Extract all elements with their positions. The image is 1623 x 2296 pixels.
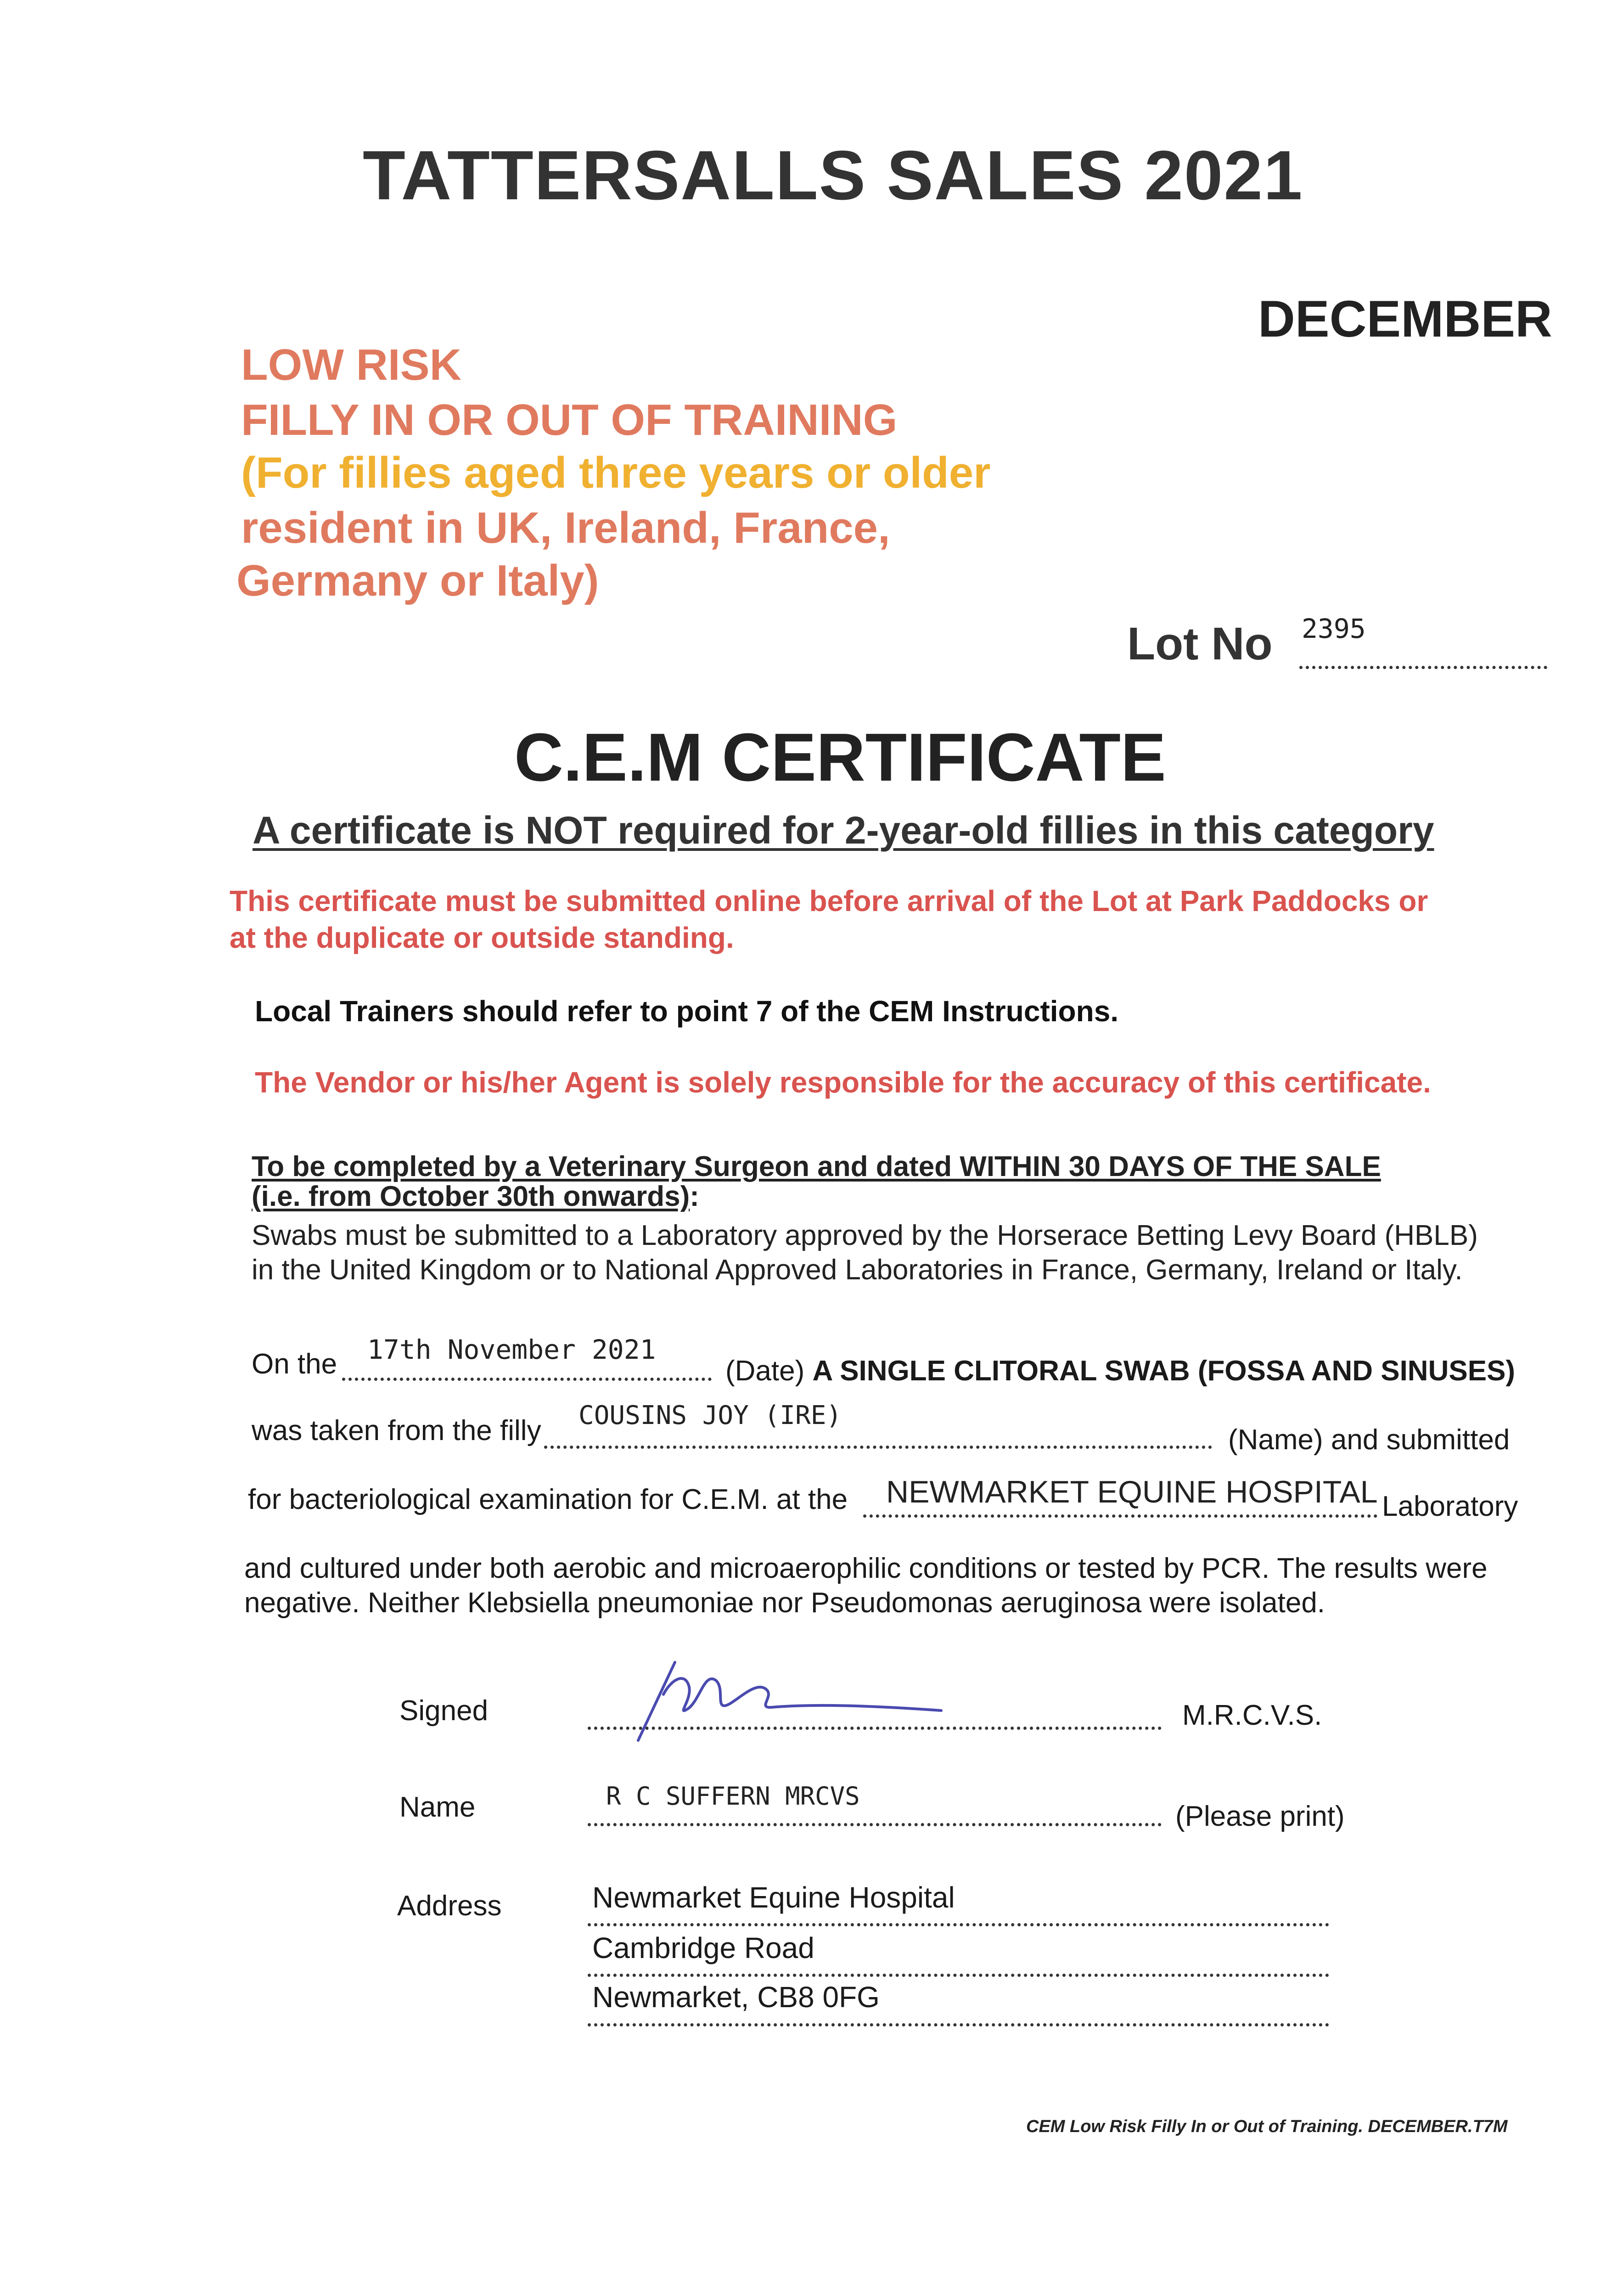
taken-from-label: was taken from the filly: [252, 1415, 541, 1446]
lot-number-value: 2395: [1302, 613, 1366, 644]
signature-image: [620, 1653, 950, 1745]
name-label: Name: [399, 1791, 476, 1823]
address-label: Address: [397, 1890, 502, 1922]
submit-notice-line-1: This certificate must be submitted online before arrival of the Lot at Park Paddocks or: [230, 884, 1428, 917]
results-line-1: and cultured under both aerobic and microaerophilic conditions or tested by PCR. The results were: [244, 1553, 1488, 1584]
lab-name-value[interactable]: NEWMARKET EQUINE HOSPITAL: [886, 1474, 1378, 1509]
results-line-2: negative. Neither Klebsiella pneumoniae nor Pseudomonas aeruginosa were isolated.: [244, 1587, 1325, 1619]
vendor-notice: The Vendor or his/her Agent is solely responsible for the accuracy of this certificate.: [255, 1066, 1431, 1099]
swab-text-line-2: in the United Kingdom or to National Approved Laboratories in France, Germany, Ireland or Italy.: [252, 1254, 1463, 1286]
lab-dotted-line: [863, 1511, 1377, 1518]
date-dotted-line: [342, 1374, 712, 1381]
address-line-2[interactable]: Cambridge Road: [592, 1931, 814, 1964]
address-dotted-line-1: [588, 1919, 1329, 1926]
swab-type: A SINGLE CLITORAL SWAB (FOSSA AND SINUSES): [812, 1355, 1516, 1387]
category-line-4: resident in UK, Ireland, France,: [241, 503, 890, 552]
document-title: TATTERSALLS SALES 2021: [363, 136, 1303, 214]
local-trainers-note: Local Trainers should refer to point 7 of the CEM Instructions.: [255, 995, 1119, 1028]
signed-label: Signed: [399, 1695, 489, 1727]
filly-name-value[interactable]: COUSINS JOY (IRE): [578, 1401, 842, 1430]
please-print-label: (Please print): [1175, 1801, 1345, 1832]
date-value[interactable]: 17th November 2021: [367, 1334, 656, 1365]
category-line-5: Germany or Italy): [236, 556, 599, 605]
filly-dotted-line: [544, 1442, 1212, 1449]
on-the-label: On the: [252, 1348, 337, 1380]
category-line-3: (For fillies aged three years or older: [241, 448, 991, 497]
category-line-1: LOW RISK: [241, 340, 461, 389]
filly-name-suffix: (Name) and submitted: [1228, 1424, 1510, 1456]
instructions-heading-2-text: (i.e. from October 30th onwards): [252, 1181, 690, 1212]
not-required-notice: A certificate is NOT required for 2-year-old fillies in this category: [253, 809, 1434, 852]
certificate-title: C.E.M CERTIFICATE: [514, 720, 1166, 795]
address-dotted-line-3: [588, 2020, 1329, 2026]
address-line-3[interactable]: Newmarket, CB8 0FG: [592, 1981, 880, 2014]
name-dotted-line: [588, 1819, 1162, 1826]
address-dotted-line-2: [588, 1970, 1329, 1977]
date-suffix: [725, 1355, 1515, 1387]
lot-label: Lot No: [1127, 618, 1273, 670]
vet-name-value[interactable]: R C SUFFERN MRCVS: [606, 1782, 860, 1811]
lab-suffix: Laboratory: [1382, 1491, 1518, 1522]
mrcvs-label: M.R.C.V.S.: [1182, 1699, 1322, 1731]
date-suffix-label: (Date): [725, 1355, 805, 1387]
instructions-heading-2: [252, 1180, 699, 1213]
category-line-2: FILLY IN OR OUT OF TRAINING: [241, 395, 898, 445]
sale-month: DECEMBER: [1258, 290, 1552, 348]
exam-prefix: for bacteriological examination for C.E.M. at the: [248, 1484, 848, 1515]
swab-text-line-1: Swabs must be submitted to a Laboratory approved by the Horserace Betting Levy Board (HBLB): [252, 1220, 1478, 1251]
lot-dotted-line: [1299, 661, 1547, 669]
instructions-heading-colon: :: [690, 1181, 699, 1212]
footer-form-code: CEM Low Risk Filly In or Out of Training. DECEMBER.T7M: [1026, 2117, 1508, 2136]
address-line-1[interactable]: Newmarket Equine Hospital: [592, 1881, 955, 1914]
submit-notice-line-2: at the duplicate or outside standing.: [230, 921, 734, 954]
instructions-heading-1: To be completed by a Veterinary Surgeon and dated WITHIN 30 DAYS OF THE SALE: [252, 1151, 1381, 1182]
